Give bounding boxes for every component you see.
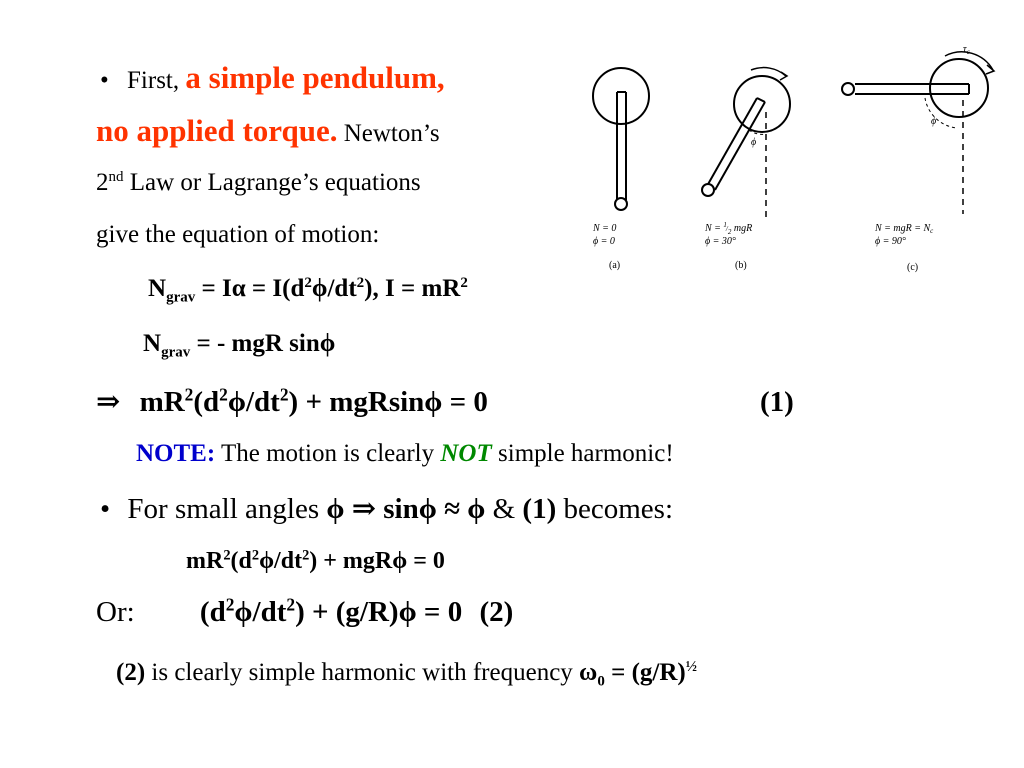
eq3-t1: mR	[139, 386, 185, 418]
bullet-2-line	[100, 495, 673, 524]
eq3-s3: 2	[279, 384, 289, 405]
bullet-1-line-4	[96, 222, 379, 247]
newtons-text: Newton’s	[343, 120, 440, 147]
eq2-sub: grav	[161, 344, 191, 361]
eq4-t3: ϕ/dt	[259, 548, 303, 574]
or-text: Or:	[96, 596, 135, 628]
eq3-t3: ϕ/dt	[227, 386, 280, 418]
note-label: NOTE:	[136, 440, 216, 467]
equation-2-line	[96, 594, 514, 628]
label-c-n: N = mgR = $N_c$	[875, 223, 934, 235]
eq4-t1: mR	[186, 548, 224, 574]
note-line	[136, 441, 674, 466]
second-text: 2	[96, 169, 109, 196]
eq5-t3: ) + (g/R)ϕ = 0	[295, 596, 463, 628]
eq2-phi: ϕ	[319, 330, 336, 357]
eq5-t1: (d	[199, 596, 226, 628]
note-t2: simple harmonic!	[491, 440, 674, 467]
bullet-1-line-3	[96, 170, 421, 195]
eq5-s2: 2	[286, 594, 296, 615]
final-t2: = (g/R)	[604, 659, 686, 686]
eq1-s1: 2	[304, 275, 312, 291]
first-word: First,	[127, 67, 180, 94]
label-a-n: N = 0	[593, 223, 617, 234]
label-c-phi: ϕ = 90°	[875, 236, 906, 247]
eq5-t2: ϕ/dt	[234, 596, 287, 628]
eq4-s2: 2	[251, 547, 260, 564]
eq4-s1: 2	[223, 547, 231, 564]
final-t1: is clearly simple harmonic with frequency	[145, 659, 580, 686]
label-b-phi: ϕ = 30°	[705, 236, 736, 247]
bullet2-t2: becomes:	[556, 493, 673, 525]
eq2-n: N	[143, 330, 162, 357]
note-not: NOT	[440, 440, 492, 467]
bullet-marker: •	[100, 67, 109, 94]
bob-b	[702, 184, 714, 196]
motion-text: give the equation of motion:	[96, 221, 380, 248]
label-b-n: $N = ^1/_2$ mgR	[705, 221, 753, 236]
equation-ngrav-2	[143, 330, 336, 361]
bullet2-ref: (1)	[522, 493, 557, 525]
tau-label: $\tau_c$	[963, 44, 970, 56]
eq4-s3: 2	[302, 547, 310, 564]
final-line	[116, 659, 697, 690]
omega: ω	[579, 659, 598, 686]
caption-b: (b)	[735, 260, 747, 271]
eq5-s1: 2	[225, 594, 235, 615]
eq1-phi: ϕ	[311, 275, 328, 302]
bullet2-t1: For small angles	[127, 493, 327, 525]
eq1-s3: 2	[460, 275, 468, 291]
eq3-t4: ) + mgRsinϕ = 0	[288, 386, 488, 418]
eq1-s2: 2	[356, 275, 365, 291]
eq1-p1: = Iα = I(d	[195, 275, 305, 302]
eq4-t4: ) + mgRϕ = 0	[309, 548, 445, 574]
label-a-phi: ϕ = 0	[593, 236, 615, 247]
phi-label-c: ϕ	[931, 116, 937, 127]
eq3-s2: 2	[219, 384, 228, 405]
eq4-t2: (d	[230, 548, 252, 574]
highlight-simple-pendulum: a simple pendulum,	[185, 60, 445, 95]
highlight-no-torque: no applied torque.	[96, 113, 338, 148]
eq2-rest: = - mgR sin	[190, 330, 320, 357]
equation-2	[200, 596, 462, 628]
bullet-1-line-1	[100, 62, 445, 93]
pendulum-figure	[585, 42, 1010, 277]
eq5-num: (2)	[479, 596, 514, 628]
implies-arrow: ⇒	[96, 386, 121, 418]
nd-sup: nd	[108, 169, 124, 185]
bob-c	[842, 83, 854, 95]
bob-a	[615, 198, 627, 210]
eq3-t2: (d	[193, 386, 220, 418]
phi-label-b: ϕ	[751, 137, 757, 148]
bullet2-amp: &	[485, 493, 523, 525]
equation-1-number	[760, 388, 794, 417]
pivot-disk-c	[930, 59, 988, 117]
bullet2-phi: ϕ ⇒ sinϕ ≈ ϕ	[326, 493, 486, 525]
eq1-p2: /dt	[327, 275, 357, 302]
equation-ngrav-1	[148, 275, 468, 306]
eq3-s1: 2	[184, 384, 194, 405]
equation-1	[96, 384, 488, 418]
caption-a: (a)	[609, 260, 621, 271]
bullet-1-line-2	[96, 115, 440, 146]
pivot-disk-a	[593, 68, 649, 124]
bullet-marker-2: •	[100, 493, 111, 525]
eq1-sub: grav	[166, 289, 196, 306]
eq1-p3: ), I = mR	[364, 275, 461, 302]
law-text: Law or Lagrange’s equations	[123, 169, 421, 196]
eq3-num: (1)	[760, 386, 794, 418]
eq1-n: N	[148, 275, 167, 302]
caption-c: (c)	[907, 262, 919, 273]
equation-small-angle	[186, 549, 445, 573]
final-sup: ½	[685, 659, 697, 675]
final-ref: (2)	[116, 659, 146, 686]
note-t1: The motion is clearly	[215, 440, 441, 467]
omega-sub: 0	[597, 673, 605, 690]
